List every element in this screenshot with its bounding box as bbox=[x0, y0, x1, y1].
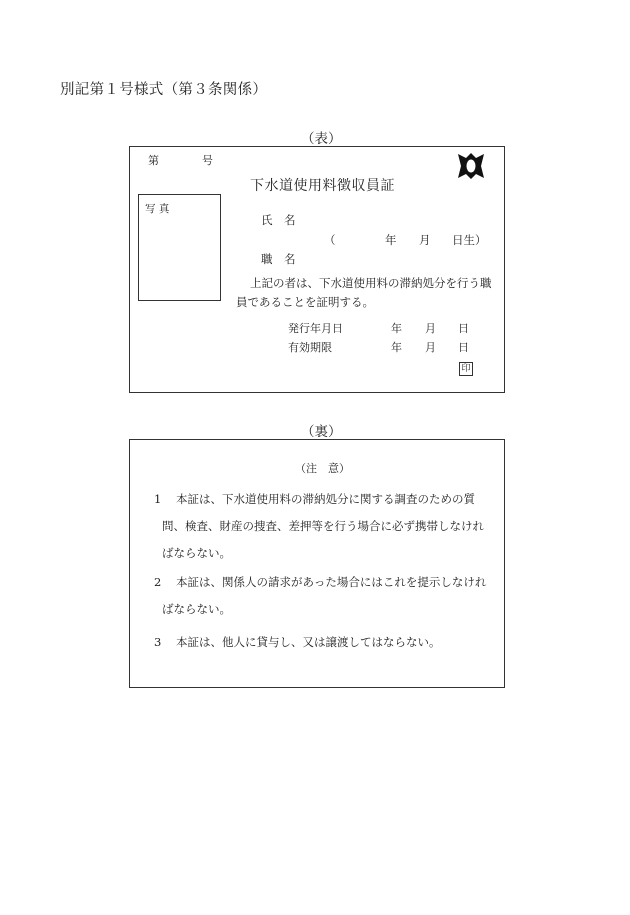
note-item-2 bbox=[154, 569, 161, 596]
front-side-label: （表） bbox=[301, 131, 342, 147]
birth-day-label: 日生） bbox=[452, 233, 487, 247]
note-item-1-text bbox=[162, 486, 484, 567]
photo-label: 写 真 bbox=[145, 203, 170, 215]
card-number-suffix: 号 bbox=[202, 154, 213, 167]
id-card-front bbox=[129, 146, 505, 393]
note-number: 1 bbox=[154, 492, 162, 506]
expiry-year-label: 年 bbox=[391, 341, 402, 354]
back-side-label: （裏） bbox=[301, 424, 342, 440]
name-label: 氏 名 bbox=[261, 213, 296, 227]
issue-month-label: 月 bbox=[425, 322, 436, 335]
note-line: ばならない。 bbox=[162, 546, 231, 560]
card-title: 下水道使用料徴収員証 bbox=[250, 178, 395, 194]
certification-line-2: 員であることを証明する。 bbox=[236, 295, 374, 309]
notice-title: （注 意） bbox=[295, 462, 350, 475]
issue-year-label: 年 bbox=[391, 322, 402, 335]
expiry-month-label: 月 bbox=[425, 341, 436, 354]
expiry-day-label: 日 bbox=[458, 341, 469, 354]
note-item-1 bbox=[154, 486, 161, 513]
birth-year-label: 年 bbox=[385, 233, 397, 247]
card-number-prefix: 第 bbox=[148, 154, 159, 167]
form-heading: 別記第１号様式（第３条関係） bbox=[60, 82, 268, 98]
expiry-label: 有効期限 bbox=[288, 341, 332, 354]
position-label: 職 名 bbox=[261, 252, 296, 266]
certification-line-1: 上記の者は、下水道使用料の滞納処分を行う職 bbox=[250, 276, 492, 290]
issue-day-label: 日 bbox=[458, 322, 469, 335]
photo-box bbox=[138, 194, 221, 301]
note-item-3 bbox=[154, 629, 161, 656]
note-number: 2 bbox=[154, 575, 162, 589]
id-card-back bbox=[129, 439, 505, 688]
issue-date-label: 発行年月日 bbox=[288, 322, 343, 335]
note-item-3-text bbox=[176, 629, 441, 656]
birth-month-label: 月 bbox=[419, 233, 431, 247]
note-number: 3 bbox=[154, 635, 162, 649]
note-line: 本証は、下水道使用料の滞納処分に関する調査のための質 bbox=[176, 492, 475, 506]
note-line: ばならない。 bbox=[162, 602, 231, 616]
note-line: 問、検査、財産の捜査、差押等を行う場合に必ず携帯しなけれ bbox=[162, 519, 484, 533]
municipal-emblem-icon bbox=[456, 152, 486, 180]
seal-mark: 印 bbox=[459, 362, 473, 376]
note-line: 本証は、他人に貸与し、又は譲渡してはならない。 bbox=[176, 635, 441, 649]
note-item-2-text bbox=[162, 569, 487, 623]
birth-open-paren: （ bbox=[324, 233, 336, 247]
note-line: 本証は、関係人の請求があった場合にはこれを提示しなけれ bbox=[176, 575, 487, 589]
